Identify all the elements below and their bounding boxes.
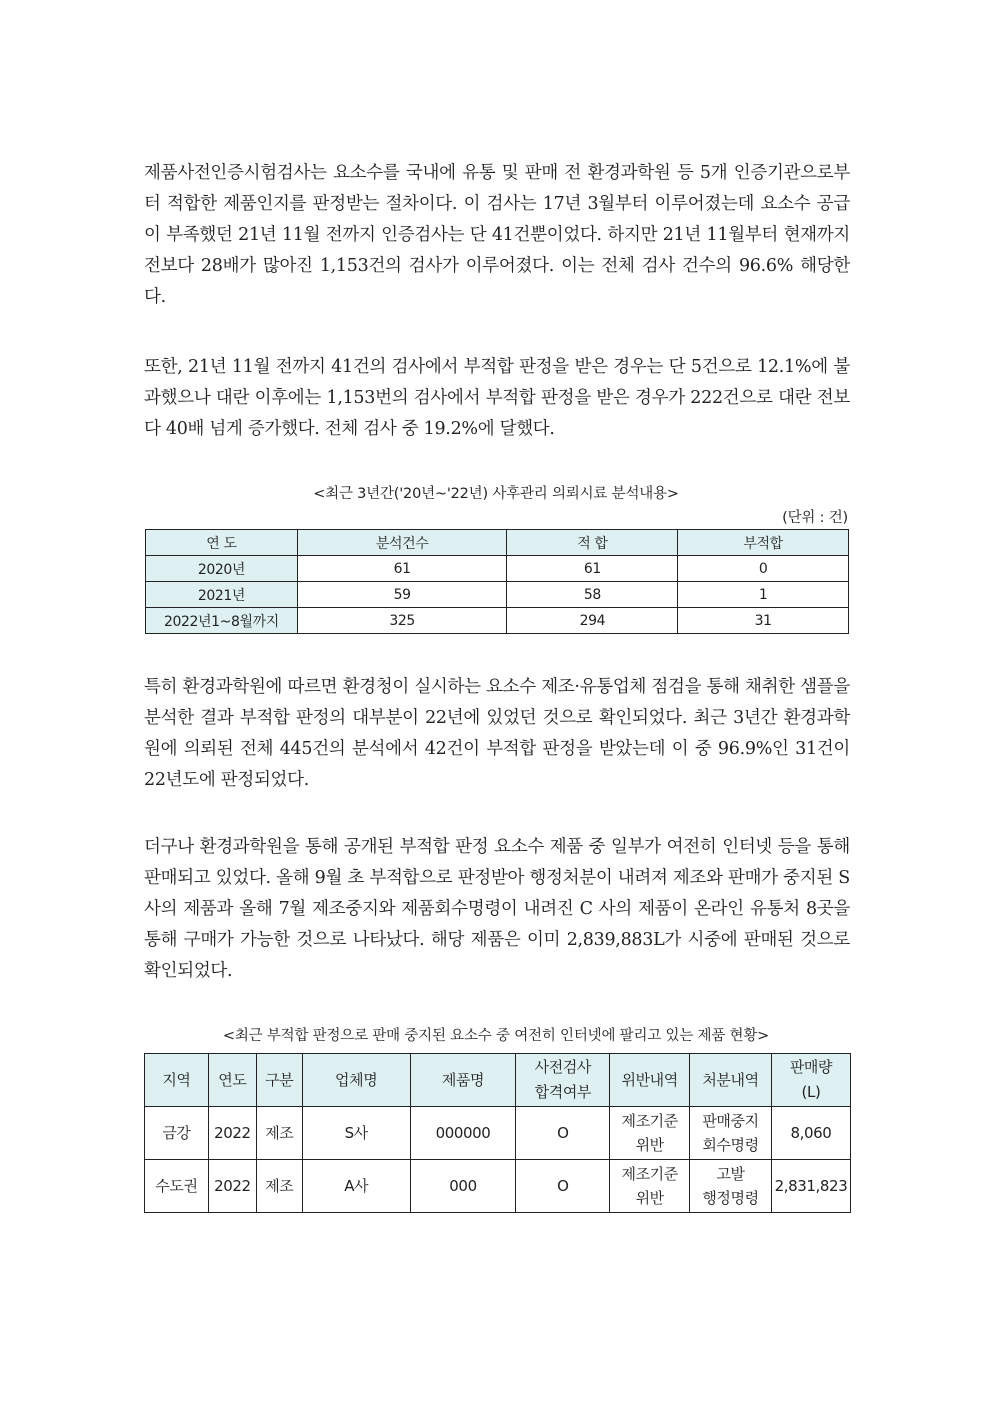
analysis-results-table bbox=[145, 529, 849, 634]
table2-caption: <최근 부적합 판정으로 판매 중지된 요소수 중 여전히 인터넷에 팔리고 있는 제품 현황> bbox=[222, 1028, 770, 1044]
header-disposition: 처분내역 bbox=[690, 1054, 772, 1107]
cell-sales-volume: 8,060 bbox=[771, 1107, 850, 1160]
table-header-row bbox=[146, 530, 849, 556]
cell-violation: 제조기준 위반 bbox=[610, 1107, 690, 1160]
row-fail: 0 bbox=[678, 556, 849, 582]
header-type: 구분 bbox=[256, 1054, 302, 1107]
cell-pretest-pass: O bbox=[516, 1107, 610, 1160]
cell-company: S사 bbox=[302, 1107, 410, 1160]
cell-type: 제조 bbox=[256, 1107, 302, 1160]
cell-company: A사 bbox=[302, 1160, 410, 1213]
row-pass: 61 bbox=[507, 556, 678, 582]
cell-product: 000 bbox=[410, 1160, 516, 1213]
table1-caption: <최근 3년간('20년~'22년) 사후관리 의뢰시료 분석내용> bbox=[313, 486, 679, 502]
table-row bbox=[145, 1107, 851, 1160]
cell-year: 2022 bbox=[208, 1160, 256, 1213]
table-row bbox=[146, 608, 849, 634]
paragraph-certification-tests: 제품사전인증시험검사는 요소수를 국내에 유통 및 판매 전 환경과학원 등 5개 인증기관으로부터 적합한 제품인지를 판정받는 절차이다. 이 검사는 17년 3월부터 이루어졌는데 요소수 공급이 부족했던 21년 11월 전까지 인증검사는 단 41건뿐이었다. 하지만 21년 11월부터 현재까지 전보다 28배가 많아진 1,153건의 검사가 이루어졌다. 이는 전체 검사 건수의 96.6% 해당한다. bbox=[144, 163, 850, 307]
row-fail: 31 bbox=[678, 608, 849, 634]
table-row bbox=[146, 582, 849, 608]
table-row bbox=[146, 556, 849, 582]
header-fail: 부적합 bbox=[678, 530, 849, 556]
row-count: 61 bbox=[297, 556, 507, 582]
cell-year: 2022 bbox=[208, 1107, 256, 1160]
cell-region: 금강 bbox=[145, 1107, 209, 1160]
header-product: 제품명 bbox=[410, 1054, 516, 1107]
header-pass: 적 합 bbox=[507, 530, 678, 556]
row-year: 2022년1~8월까지 bbox=[146, 608, 298, 634]
cell-region: 수도권 bbox=[145, 1160, 209, 1213]
row-pass: 58 bbox=[507, 582, 678, 608]
table-header-row bbox=[145, 1054, 851, 1107]
table-row bbox=[145, 1160, 851, 1213]
header-year: 연 도 bbox=[146, 530, 298, 556]
row-year: 2021년 bbox=[146, 582, 298, 608]
row-fail: 1 bbox=[678, 582, 849, 608]
row-year: 2020년 bbox=[146, 556, 298, 582]
cell-disposition: 판매중지 회수명령 bbox=[690, 1107, 772, 1160]
header-violation: 위반내역 bbox=[610, 1054, 690, 1107]
header-year: 연도 bbox=[208, 1054, 256, 1107]
header-pretest-pass: 사전검사 합격여부 bbox=[516, 1054, 610, 1107]
cell-type: 제조 bbox=[256, 1160, 302, 1213]
cell-pretest-pass: O bbox=[516, 1160, 610, 1213]
header-region: 지역 bbox=[145, 1054, 209, 1107]
cell-product: 000000 bbox=[410, 1107, 516, 1160]
paragraph-inspection-findings: 특히 환경과학원에 따르면 환경청이 실시하는 요소수 제조·유통업체 점검을 통해 채취한 샘플을 분석한 결과 부적합 판정의 대부분이 22년에 있었던 것으로 확인되었다. 최근 3년간 환경과학원에 의뢰된 전체 445건의 분석에서 42건이 부적합 판정을 받았는데 이 중 96.9%인 31건이 22년도에 판정되었다. bbox=[144, 677, 850, 790]
row-count: 325 bbox=[297, 608, 507, 634]
row-pass: 294 bbox=[507, 608, 678, 634]
cell-sales-volume: 2,831,823 bbox=[771, 1160, 850, 1213]
paragraph-nonconformity-increase: 또한, 21년 11월 전까지 41건의 검사에서 부적합 판정을 받은 경우는 단 5건으로 12.1%에 불과했으나 대란 이후에는 1,153번의 검사에서 부적합 판정을 받은 경우가 222건으로 대란 전보다 40배 넘게 증가했다. 전체 검사 중 19.2%에 달했다. bbox=[144, 357, 850, 439]
row-count: 59 bbox=[297, 582, 507, 608]
suspended-products-table bbox=[144, 1053, 851, 1213]
table1-unit: (단위 : 건) bbox=[782, 510, 848, 526]
cell-violation: 제조기준 위반 bbox=[610, 1160, 690, 1213]
paragraph-online-sales: 더구나 환경과학원을 통해 공개된 부적합 판정 요소수 제품 중 일부가 여전히 인터넷 등을 통해 판매되고 있었다. 올해 9월 초 부적합으로 판정받아 행정처분이 내려져 제조와 판매가 중지된 S 사의 제품과 올해 7월 제조중지와 제품회수명령이 내려진 C 사의 제품이 온라인 유통처 8곳을 통해 구매가 가능한 것으로 나타났다. 해당 제품은 이미 2,839,883L가 시중에 판매된 것으로 확인되었다. bbox=[144, 837, 850, 981]
header-sales-volume: 판매량 (L) bbox=[771, 1054, 850, 1107]
header-analysis-count: 분석건수 bbox=[297, 530, 507, 556]
header-company: 업체명 bbox=[302, 1054, 410, 1107]
cell-disposition: 고발 행정명령 bbox=[690, 1160, 772, 1213]
